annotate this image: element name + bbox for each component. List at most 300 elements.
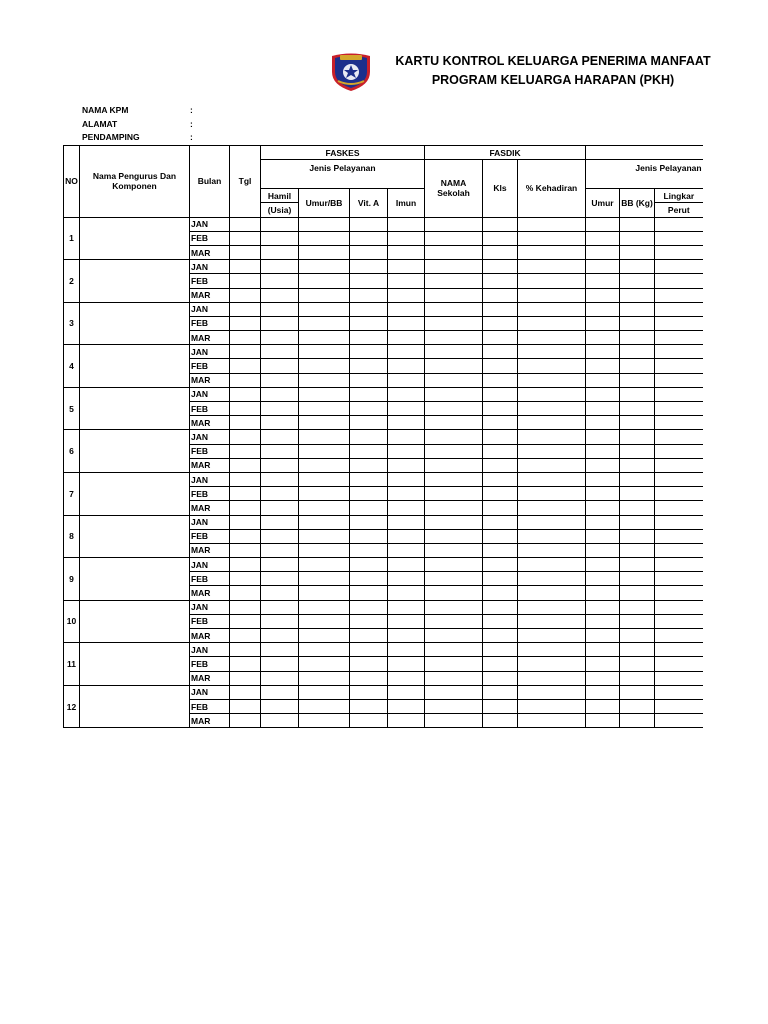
cell-hamil[interactable]: [261, 316, 299, 330]
cell-tgl[interactable]: [230, 231, 261, 245]
cell-kehadiran[interactable]: [518, 359, 586, 373]
cell-umur[interactable]: [586, 543, 620, 557]
cell-umur-bb[interactable]: [299, 274, 350, 288]
cell-kehadiran[interactable]: [518, 714, 586, 728]
cell-kehadiran[interactable]: [518, 614, 586, 628]
cell-nama-pengurus[interactable]: [80, 600, 190, 643]
cell-bb-kg[interactable]: [620, 657, 655, 671]
cell-umur[interactable]: [586, 600, 620, 614]
cell-umur-bb[interactable]: [299, 614, 350, 628]
cell-umur-bb[interactable]: [299, 714, 350, 728]
cell-kehadiran[interactable]: [518, 529, 586, 543]
cell-lingkar-perut[interactable]: [655, 430, 703, 444]
cell-kls[interactable]: [483, 699, 518, 713]
cell-imun[interactable]: [388, 572, 425, 586]
cell-kehadiran[interactable]: [518, 643, 586, 657]
cell-bb-kg[interactable]: [620, 515, 655, 529]
cell-tgl[interactable]: [230, 657, 261, 671]
cell-hamil[interactable]: [261, 288, 299, 302]
cell-kehadiran[interactable]: [518, 260, 586, 274]
cell-kehadiran[interactable]: [518, 288, 586, 302]
cell-imun[interactable]: [388, 501, 425, 515]
cell-umur[interactable]: [586, 387, 620, 401]
cell-umur-bb[interactable]: [299, 543, 350, 557]
cell-kls[interactable]: [483, 231, 518, 245]
cell-umur-bb[interactable]: [299, 359, 350, 373]
cell-vit-a[interactable]: [350, 515, 388, 529]
cell-tgl[interactable]: [230, 331, 261, 345]
cell-vit-a[interactable]: [350, 288, 388, 302]
cell-vit-a[interactable]: [350, 359, 388, 373]
cell-kehadiran[interactable]: [518, 671, 586, 685]
cell-umur-bb[interactable]: [299, 430, 350, 444]
cell-umur[interactable]: [586, 558, 620, 572]
cell-umur-bb[interactable]: [299, 643, 350, 657]
cell-bb-kg[interactable]: [620, 543, 655, 557]
cell-vit-a[interactable]: [350, 501, 388, 515]
cell-imun[interactable]: [388, 586, 425, 600]
cell-nama-sekolah[interactable]: [425, 217, 483, 231]
cell-umur[interactable]: [586, 245, 620, 259]
cell-kehadiran[interactable]: [518, 231, 586, 245]
cell-nama-pengurus[interactable]: [80, 472, 190, 515]
cell-nama-sekolah[interactable]: [425, 614, 483, 628]
cell-nama-pengurus[interactable]: [80, 515, 190, 558]
cell-kehadiran[interactable]: [518, 501, 586, 515]
cell-hamil[interactable]: [261, 671, 299, 685]
cell-nama-sekolah[interactable]: [425, 458, 483, 472]
cell-bb-kg[interactable]: [620, 331, 655, 345]
cell-nama-sekolah[interactable]: [425, 572, 483, 586]
cell-kehadiran[interactable]: [518, 458, 586, 472]
cell-tgl[interactable]: [230, 699, 261, 713]
cell-umur[interactable]: [586, 671, 620, 685]
cell-hamil[interactable]: [261, 345, 299, 359]
cell-vit-a[interactable]: [350, 331, 388, 345]
cell-nama-sekolah[interactable]: [425, 600, 483, 614]
cell-kls[interactable]: [483, 714, 518, 728]
cell-kls[interactable]: [483, 572, 518, 586]
cell-hamil[interactable]: [261, 487, 299, 501]
cell-hamil[interactable]: [261, 373, 299, 387]
cell-kehadiran[interactable]: [518, 245, 586, 259]
cell-umur[interactable]: [586, 699, 620, 713]
cell-lingkar-perut[interactable]: [655, 458, 703, 472]
cell-imun[interactable]: [388, 345, 425, 359]
cell-tgl[interactable]: [230, 373, 261, 387]
cell-umur-bb[interactable]: [299, 472, 350, 486]
cell-nama-pengurus[interactable]: [80, 558, 190, 601]
cell-vit-a[interactable]: [350, 416, 388, 430]
cell-imun[interactable]: [388, 614, 425, 628]
cell-kehadiran[interactable]: [518, 685, 586, 699]
cell-vit-a[interactable]: [350, 274, 388, 288]
cell-lingkar-perut[interactable]: [655, 487, 703, 501]
cell-umur-bb[interactable]: [299, 501, 350, 515]
cell-umur-bb[interactable]: [299, 316, 350, 330]
cell-imun[interactable]: [388, 359, 425, 373]
cell-bb-kg[interactable]: [620, 274, 655, 288]
cell-nama-sekolah[interactable]: [425, 245, 483, 259]
cell-tgl[interactable]: [230, 487, 261, 501]
cell-vit-a[interactable]: [350, 699, 388, 713]
cell-imun[interactable]: [388, 231, 425, 245]
cell-lingkar-perut[interactable]: [655, 529, 703, 543]
cell-hamil[interactable]: [261, 657, 299, 671]
cell-bb-kg[interactable]: [620, 600, 655, 614]
cell-hamil[interactable]: [261, 714, 299, 728]
cell-tgl[interactable]: [230, 671, 261, 685]
cell-umur[interactable]: [586, 501, 620, 515]
cell-umur[interactable]: [586, 529, 620, 543]
cell-kls[interactable]: [483, 643, 518, 657]
cell-umur[interactable]: [586, 331, 620, 345]
cell-kls[interactable]: [483, 501, 518, 515]
cell-bb-kg[interactable]: [620, 714, 655, 728]
cell-tgl[interactable]: [230, 600, 261, 614]
cell-bb-kg[interactable]: [620, 387, 655, 401]
cell-bb-kg[interactable]: [620, 699, 655, 713]
cell-imun[interactable]: [388, 487, 425, 501]
cell-tgl[interactable]: [230, 444, 261, 458]
cell-bb-kg[interactable]: [620, 373, 655, 387]
cell-umur-bb[interactable]: [299, 416, 350, 430]
cell-kls[interactable]: [483, 444, 518, 458]
cell-vit-a[interactable]: [350, 529, 388, 543]
cell-imun[interactable]: [388, 472, 425, 486]
cell-hamil[interactable]: [261, 260, 299, 274]
cell-kls[interactable]: [483, 430, 518, 444]
cell-kehadiran[interactable]: [518, 416, 586, 430]
cell-hamil[interactable]: [261, 331, 299, 345]
cell-lingkar-perut[interactable]: [655, 387, 703, 401]
cell-kehadiran[interactable]: [518, 316, 586, 330]
cell-lingkar-perut[interactable]: [655, 543, 703, 557]
cell-imun[interactable]: [388, 260, 425, 274]
cell-lingkar-perut[interactable]: [655, 316, 703, 330]
cell-kls[interactable]: [483, 487, 518, 501]
cell-umur[interactable]: [586, 487, 620, 501]
cell-kls[interactable]: [483, 260, 518, 274]
cell-umur[interactable]: [586, 274, 620, 288]
cell-umur-bb[interactable]: [299, 671, 350, 685]
cell-nama-sekolah[interactable]: [425, 671, 483, 685]
cell-lingkar-perut[interactable]: [655, 472, 703, 486]
cell-nama-pengurus[interactable]: [80, 430, 190, 473]
cell-umur-bb[interactable]: [299, 586, 350, 600]
cell-kls[interactable]: [483, 359, 518, 373]
cell-kls[interactable]: [483, 614, 518, 628]
cell-nama-sekolah[interactable]: [425, 543, 483, 557]
cell-bb-kg[interactable]: [620, 231, 655, 245]
cell-kls[interactable]: [483, 373, 518, 387]
cell-umur[interactable]: [586, 302, 620, 316]
cell-bb-kg[interactable]: [620, 316, 655, 330]
cell-umur-bb[interactable]: [299, 402, 350, 416]
cell-umur[interactable]: [586, 231, 620, 245]
cell-kehadiran[interactable]: [518, 487, 586, 501]
cell-hamil[interactable]: [261, 458, 299, 472]
cell-bb-kg[interactable]: [620, 402, 655, 416]
cell-tgl[interactable]: [230, 629, 261, 643]
cell-hamil[interactable]: [261, 685, 299, 699]
cell-bb-kg[interactable]: [620, 444, 655, 458]
cell-umur-bb[interactable]: [299, 600, 350, 614]
cell-kehadiran[interactable]: [518, 331, 586, 345]
cell-tgl[interactable]: [230, 472, 261, 486]
cell-kls[interactable]: [483, 302, 518, 316]
cell-vit-a[interactable]: [350, 558, 388, 572]
cell-vit-a[interactable]: [350, 657, 388, 671]
cell-lingkar-perut[interactable]: [655, 643, 703, 657]
cell-tgl[interactable]: [230, 416, 261, 430]
cell-tgl[interactable]: [230, 643, 261, 657]
cell-umur[interactable]: [586, 444, 620, 458]
cell-vit-a[interactable]: [350, 316, 388, 330]
cell-lingkar-perut[interactable]: [655, 714, 703, 728]
cell-hamil[interactable]: [261, 416, 299, 430]
cell-imun[interactable]: [388, 302, 425, 316]
cell-bb-kg[interactable]: [620, 529, 655, 543]
cell-vit-a[interactable]: [350, 373, 388, 387]
cell-vit-a[interactable]: [350, 487, 388, 501]
cell-nama-sekolah[interactable]: [425, 699, 483, 713]
cell-vit-a[interactable]: [350, 600, 388, 614]
cell-vit-a[interactable]: [350, 245, 388, 259]
cell-nama-pengurus[interactable]: [80, 345, 190, 388]
cell-imun[interactable]: [388, 529, 425, 543]
cell-umur[interactable]: [586, 345, 620, 359]
cell-lingkar-perut[interactable]: [655, 288, 703, 302]
cell-vit-a[interactable]: [350, 387, 388, 401]
cell-bb-kg[interactable]: [620, 629, 655, 643]
cell-lingkar-perut[interactable]: [655, 331, 703, 345]
cell-imun[interactable]: [388, 515, 425, 529]
cell-kls[interactable]: [483, 217, 518, 231]
cell-hamil[interactable]: [261, 387, 299, 401]
cell-bb-kg[interactable]: [620, 416, 655, 430]
cell-kehadiran[interactable]: [518, 345, 586, 359]
cell-nama-sekolah[interactable]: [425, 515, 483, 529]
cell-kehadiran[interactable]: [518, 387, 586, 401]
cell-lingkar-perut[interactable]: [655, 302, 703, 316]
cell-kls[interactable]: [483, 529, 518, 543]
cell-umur-bb[interactable]: [299, 260, 350, 274]
cell-nama-pengurus[interactable]: [80, 685, 190, 728]
cell-nama-sekolah[interactable]: [425, 529, 483, 543]
cell-umur[interactable]: [586, 586, 620, 600]
cell-nama-sekolah[interactable]: [425, 274, 483, 288]
cell-bb-kg[interactable]: [620, 487, 655, 501]
cell-nama-sekolah[interactable]: [425, 416, 483, 430]
cell-nama-pengurus[interactable]: [80, 217, 190, 260]
cell-imun[interactable]: [388, 699, 425, 713]
cell-vit-a[interactable]: [350, 543, 388, 557]
cell-lingkar-perut[interactable]: [655, 572, 703, 586]
cell-kehadiran[interactable]: [518, 515, 586, 529]
cell-kls[interactable]: [483, 458, 518, 472]
cell-nama-sekolah[interactable]: [425, 359, 483, 373]
cell-imun[interactable]: [388, 685, 425, 699]
cell-nama-sekolah[interactable]: [425, 288, 483, 302]
cell-nama-pengurus[interactable]: [80, 643, 190, 686]
cell-kls[interactable]: [483, 245, 518, 259]
cell-hamil[interactable]: [261, 515, 299, 529]
cell-kls[interactable]: [483, 657, 518, 671]
cell-nama-sekolah[interactable]: [425, 444, 483, 458]
cell-umur-bb[interactable]: [299, 487, 350, 501]
cell-kls[interactable]: [483, 671, 518, 685]
cell-vit-a[interactable]: [350, 444, 388, 458]
cell-bb-kg[interactable]: [620, 643, 655, 657]
cell-kls[interactable]: [483, 600, 518, 614]
cell-imun[interactable]: [388, 444, 425, 458]
cell-vit-a[interactable]: [350, 685, 388, 699]
cell-tgl[interactable]: [230, 685, 261, 699]
cell-imun[interactable]: [388, 558, 425, 572]
cell-bb-kg[interactable]: [620, 671, 655, 685]
cell-umur-bb[interactable]: [299, 572, 350, 586]
cell-umur-bb[interactable]: [299, 657, 350, 671]
cell-kehadiran[interactable]: [518, 558, 586, 572]
cell-kls[interactable]: [483, 345, 518, 359]
cell-vit-a[interactable]: [350, 402, 388, 416]
cell-umur[interactable]: [586, 714, 620, 728]
cell-lingkar-perut[interactable]: [655, 558, 703, 572]
cell-imun[interactable]: [388, 543, 425, 557]
cell-tgl[interactable]: [230, 245, 261, 259]
cell-lingkar-perut[interactable]: [655, 614, 703, 628]
cell-hamil[interactable]: [261, 558, 299, 572]
cell-umur-bb[interactable]: [299, 515, 350, 529]
cell-tgl[interactable]: [230, 529, 261, 543]
cell-vit-a[interactable]: [350, 572, 388, 586]
cell-nama-sekolah[interactable]: [425, 643, 483, 657]
cell-umur-bb[interactable]: [299, 217, 350, 231]
cell-bb-kg[interactable]: [620, 472, 655, 486]
cell-kls[interactable]: [483, 288, 518, 302]
cell-vit-a[interactable]: [350, 430, 388, 444]
cell-tgl[interactable]: [230, 302, 261, 316]
cell-hamil[interactable]: [261, 572, 299, 586]
cell-imun[interactable]: [388, 458, 425, 472]
cell-lingkar-perut[interactable]: [655, 245, 703, 259]
cell-imun[interactable]: [388, 657, 425, 671]
cell-umur[interactable]: [586, 316, 620, 330]
cell-bb-kg[interactable]: [620, 558, 655, 572]
cell-tgl[interactable]: [230, 586, 261, 600]
cell-hamil[interactable]: [261, 231, 299, 245]
cell-nama-pengurus[interactable]: [80, 387, 190, 430]
cell-kehadiran[interactable]: [518, 302, 586, 316]
cell-tgl[interactable]: [230, 217, 261, 231]
cell-umur-bb[interactable]: [299, 387, 350, 401]
cell-nama-sekolah[interactable]: [425, 501, 483, 515]
cell-tgl[interactable]: [230, 572, 261, 586]
cell-umur-bb[interactable]: [299, 302, 350, 316]
cell-hamil[interactable]: [261, 643, 299, 657]
cell-umur[interactable]: [586, 359, 620, 373]
cell-nama-sekolah[interactable]: [425, 331, 483, 345]
cell-nama-sekolah[interactable]: [425, 586, 483, 600]
cell-imun[interactable]: [388, 288, 425, 302]
cell-bb-kg[interactable]: [620, 501, 655, 515]
cell-lingkar-perut[interactable]: [655, 260, 703, 274]
cell-hamil[interactable]: [261, 444, 299, 458]
cell-hamil[interactable]: [261, 501, 299, 515]
cell-tgl[interactable]: [230, 501, 261, 515]
cell-nama-pengurus[interactable]: [80, 302, 190, 345]
cell-kls[interactable]: [483, 472, 518, 486]
cell-imun[interactable]: [388, 316, 425, 330]
cell-nama-sekolah[interactable]: [425, 345, 483, 359]
cell-hamil[interactable]: [261, 302, 299, 316]
cell-kls[interactable]: [483, 387, 518, 401]
cell-nama-sekolah[interactable]: [425, 402, 483, 416]
cell-bb-kg[interactable]: [620, 458, 655, 472]
cell-kls[interactable]: [483, 543, 518, 557]
cell-hamil[interactable]: [261, 402, 299, 416]
cell-lingkar-perut[interactable]: [655, 586, 703, 600]
cell-umur[interactable]: [586, 458, 620, 472]
cell-nama-pengurus[interactable]: [80, 260, 190, 303]
cell-tgl[interactable]: [230, 316, 261, 330]
cell-kehadiran[interactable]: [518, 600, 586, 614]
cell-umur[interactable]: [586, 416, 620, 430]
cell-umur-bb[interactable]: [299, 699, 350, 713]
cell-tgl[interactable]: [230, 387, 261, 401]
cell-vit-a[interactable]: [350, 260, 388, 274]
cell-imun[interactable]: [388, 629, 425, 643]
cell-lingkar-perut[interactable]: [655, 274, 703, 288]
cell-tgl[interactable]: [230, 260, 261, 274]
cell-nama-sekolah[interactable]: [425, 260, 483, 274]
cell-tgl[interactable]: [230, 288, 261, 302]
cell-umur[interactable]: [586, 402, 620, 416]
cell-lingkar-perut[interactable]: [655, 402, 703, 416]
cell-vit-a[interactable]: [350, 586, 388, 600]
cell-kls[interactable]: [483, 331, 518, 345]
cell-lingkar-perut[interactable]: [655, 359, 703, 373]
cell-hamil[interactable]: [261, 430, 299, 444]
cell-imun[interactable]: [388, 416, 425, 430]
cell-bb-kg[interactable]: [620, 614, 655, 628]
cell-nama-sekolah[interactable]: [425, 629, 483, 643]
cell-vit-a[interactable]: [350, 458, 388, 472]
cell-bb-kg[interactable]: [620, 302, 655, 316]
cell-lingkar-perut[interactable]: [655, 416, 703, 430]
cell-vit-a[interactable]: [350, 629, 388, 643]
cell-tgl[interactable]: [230, 430, 261, 444]
cell-imun[interactable]: [388, 331, 425, 345]
cell-vit-a[interactable]: [350, 671, 388, 685]
cell-nama-sekolah[interactable]: [425, 387, 483, 401]
cell-hamil[interactable]: [261, 472, 299, 486]
cell-umur[interactable]: [586, 614, 620, 628]
cell-kehadiran[interactable]: [518, 472, 586, 486]
cell-kls[interactable]: [483, 274, 518, 288]
cell-tgl[interactable]: [230, 274, 261, 288]
cell-kls[interactable]: [483, 586, 518, 600]
cell-hamil[interactable]: [261, 529, 299, 543]
cell-lingkar-perut[interactable]: [655, 217, 703, 231]
cell-nama-sekolah[interactable]: [425, 302, 483, 316]
cell-bb-kg[interactable]: [620, 245, 655, 259]
cell-vit-a[interactable]: [350, 472, 388, 486]
cell-kehadiran[interactable]: [518, 543, 586, 557]
cell-nama-sekolah[interactable]: [425, 472, 483, 486]
cell-hamil[interactable]: [261, 699, 299, 713]
